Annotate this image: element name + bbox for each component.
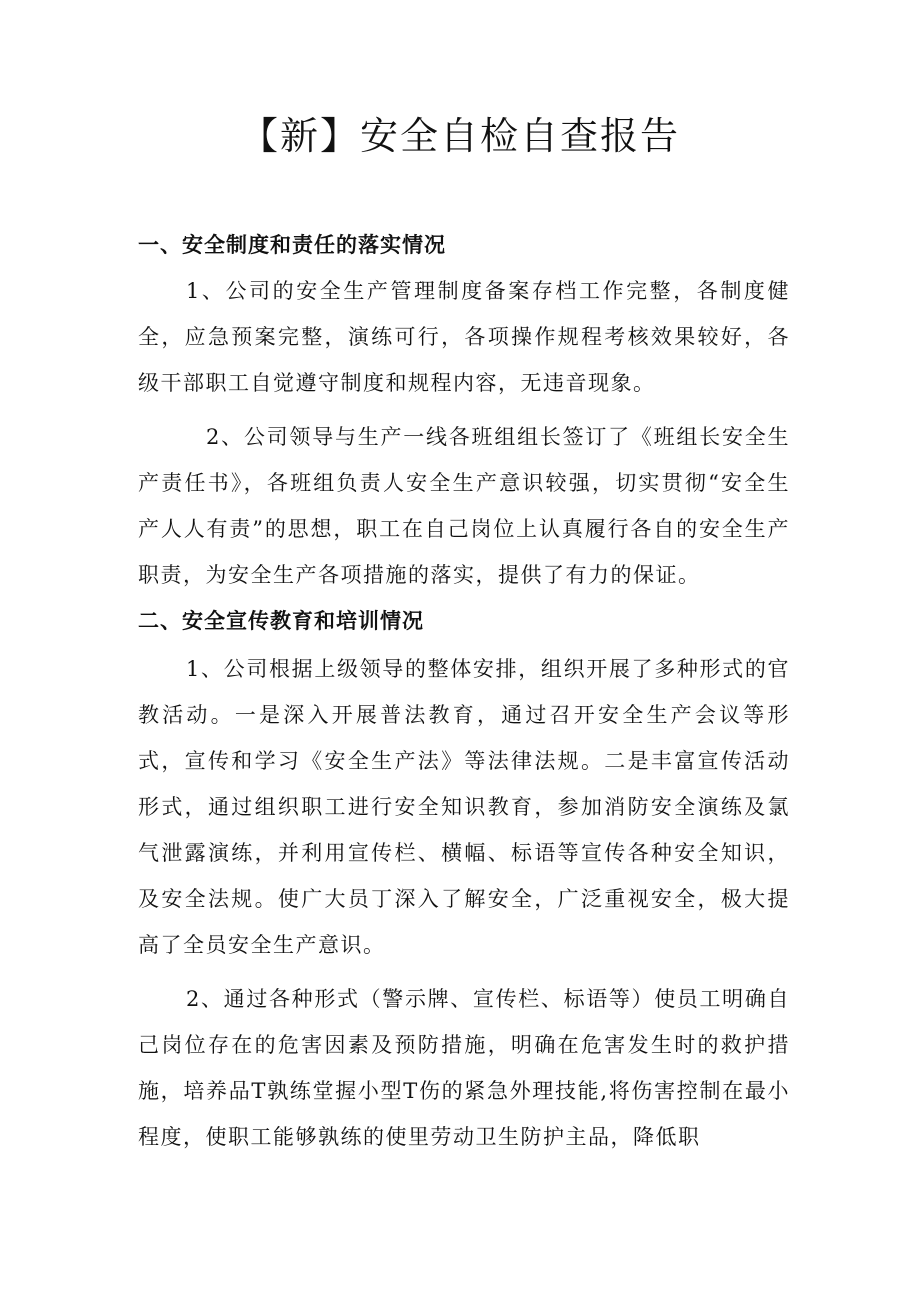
paragraph: 1、公司根据上级领导的整体安排，组织开展了多种形式的官教活动。一是深入开展普法教育，通过召开安全生产会议等形式，宣传和学习《安全生产法》等法律法规。二是丰富宣传活动形式，通过组织职工进行安全知识教育，参加消防安全演练及氯气泄露演练，并利用宣传栏、横幅、标语等宣传各种安全知识，及安全法规。使广大员丁深入了解安全，广泛重视安全，极大提高了全员安全生产意识。: [138, 657, 790, 957]
document-body: [138, 222, 790, 1160]
paragraph: 1、公司的安全生产管理制度备案存档工作完整，各制度健全，应急预案完整，演练可行，各项操作规程考核效果较好，各级干部职工自觉遵守制度和规程内容，无违音现象。: [138, 279, 790, 395]
paragraph: 2、公司领导与生产一线各班组组长签订了《班组长安全生产责任书》，各班组负责人安全生产意识较强，切实贯彻“安全生产人人有责”的思想，职工在自己岗位上认真履行各自的安全生产职责，为安全生产各项措施的落实，提供了有力的保证。: [138, 425, 790, 587]
paragraph: 2、通过各种形式（警示牌、宣传栏、标语等）使员工明确自己岗位存在的危害因素及预防措施，明确在危害发生时的救护措施，培养品T孰练堂握小型T伤的紧急外理技能,将伤害控制在最小程度，使职工能够孰练的使里劳动卫生防护主品，降低职: [138, 987, 790, 1149]
section-safety-responsibility: [138, 222, 790, 598]
document-title: 【新】安全自检自查报告: [239, 114, 680, 158]
section-safety-education: [138, 598, 790, 1160]
section-heading: 一、安全制度和责任的落实情况: [138, 233, 446, 257]
section-heading: 二、安全宣传教育和培训情况: [138, 609, 424, 633]
